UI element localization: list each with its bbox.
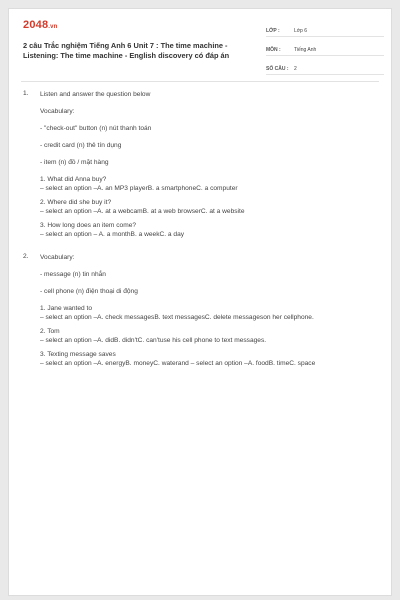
vocab-item: - message (n) tin nhắn [40, 271, 106, 278]
sub-question: 2. Where did she buy it? [40, 199, 112, 206]
question-count-label: SỐ CÂU : [266, 66, 289, 72]
logo-tld: .vn [48, 24, 58, 30]
vocab-item: - "check-out" button (n) nút thanh toán [40, 125, 152, 132]
vocab-item: - cell phone (n) điện thoại di động [40, 288, 138, 295]
answer-select[interactable]: – select an option – A. a monthB. a weekC. a day [40, 231, 185, 238]
meta-row-count [266, 60, 384, 75]
vocab-heading: Vocabulary: [40, 254, 75, 261]
header-divider [21, 81, 379, 82]
subject-label: MÔN : [266, 47, 281, 53]
vocab-heading: Vocabulary: [40, 108, 75, 115]
document-page [8, 8, 392, 596]
sub-question: 3. Texting message saves [40, 351, 116, 358]
question-instruction: Listen and answer the question below [40, 91, 151, 98]
meta-row-subject [266, 41, 384, 56]
subject-value: Tiếng Anh [294, 47, 317, 53]
sub-question: 2. Tom [40, 328, 60, 335]
question-number: 2. [23, 253, 29, 260]
vocab-item: - item (n) đồ / mặt hàng [40, 159, 109, 166]
answer-select[interactable]: – select an option –A. at a webcamB. at a web browserC. at a website [40, 208, 245, 215]
sub-question: 3. How long does an item come? [40, 222, 137, 229]
sub-question: 1. What did Anna buy? [40, 176, 107, 183]
class-value: Lớp 6 [294, 28, 308, 34]
answer-select[interactable]: – select an option –A. energyB. moneyC. waterand – select an option –A. foodB. timeC. space [40, 360, 316, 367]
answer-select[interactable]: – select an option –A. didB. didn'tC. can'tuse his cell phone to text messages. [40, 337, 267, 344]
answer-select[interactable]: – select an option –A. check messagesB. text messagesC. delete messageson her cellphone. [40, 314, 314, 321]
site-logo[interactable] [23, 19, 58, 31]
class-label: LỚP : [266, 28, 280, 34]
meta-panel [266, 22, 384, 79]
sub-question: 1. Jane wanted to [40, 305, 93, 312]
vocab-item: - credit card (n) thẻ tín dụng [40, 142, 122, 149]
logo-number: 2048 [23, 19, 49, 31]
header [9, 9, 391, 76]
answer-select[interactable]: – select an option –A. an MP3 playerB. a smartphoneC. a computer [40, 185, 238, 192]
question-1 [23, 90, 383, 239]
question-2 [23, 253, 383, 368]
meta-row-class [266, 22, 384, 37]
question-number: 1. [23, 90, 29, 97]
question-count-value: 2 [294, 66, 297, 72]
document-title: 2 câu Trắc nghiệm Tiếng Anh 6 Unit 7 : The time machine - Listening: The time machine - English discovery có đáp án [23, 41, 230, 60]
questions [23, 90, 383, 368]
